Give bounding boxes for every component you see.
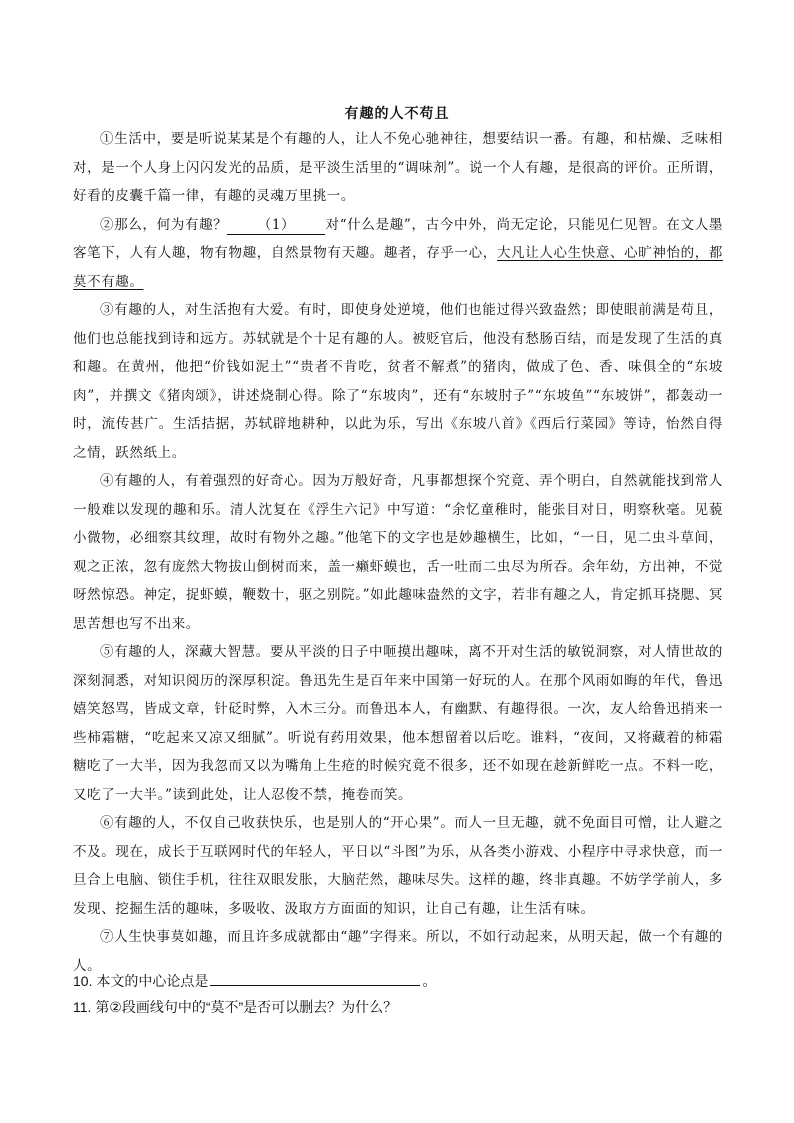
paragraph-2 [73, 211, 723, 297]
paragraph-5: ⑤有趣的人，深藏大智慧。要从平淡的日子中咂摸出趣味，离不开对生活的敏锐洞察，对人情世故的深刻洞悉，对知识阅历的深厚积淀。鲁迅先生是百年来中国第一好玩的人。在那个风雨如晦的年代，鲁迅嬉笑怒骂，皆成文章，针砭时弊，入木三分。而鲁迅本人，有幽默、有趣得很。一次，友人给鲁迅捎来一些柿霜糖，“吃起来又凉又细腻”。听说有药用效果，他本想留着以后吃。谁料，“夜间，又将藏着的柿霜糖吃了一大半，因为我忽而又以为嘴角上生疮的时候究竟不很多，还不如现在趁新鲜吃一点。不料一吃，又吃了一大半。”读到此处，让人忍俊不禁，掩卷而笑。 [73, 644, 723, 803]
paragraph-6: ⑥有趣的人，不仅自己收获快乐，也是别人的“开心果”。而人一旦无趣，就不免面目可憎，让人避之不及。现在，成长于互联网时代的年轻人，平日以“斗图”为乐，从各类小游戏、小程序中寻求快意，而一旦合上电脑、锁住手机，往往双眼发胀，大脑茫然，趣味尽失。这样的趣，终非真趣。不妨学学前人，多发现、挖掘生活的趣味，多吸收、汲取方方面面的知识，让自己有趣，让生活有味。 [73, 815, 723, 917]
article-title: 有趣的人不苟且 [344, 106, 450, 122]
paragraph-7: ⑦人生快事莫如趣，而且许多成就都由“趣”字得来。所以，不如行动起来，从明天起，做一个有趣的人。 [73, 929, 723, 974]
answer-blank-10[interactable] [210, 970, 420, 986]
questions-section [73, 968, 723, 1020]
paragraph-1: ①生活中，要是听说某某是个有趣的人，让人不免心驰神往，想要结识一番。有趣，和枯燥、乏味相对，是一个人身上闪闪发光的品质，是平淡生活里的“调味剂”。说一个人有趣，是很高的评价。正所谓，好看的皮囊千篇一律，有趣的灵魂万里挑一。 [73, 131, 723, 204]
article-body [73, 125, 723, 980]
question-10-text: 10. 本文的中心论点是 [73, 973, 209, 989]
paragraph-4: ④有趣的人，有着强烈的好奇心。因为万般好奇，凡事都想探个究竟、弄个明白，自然就能找到常人一般难以发现的趣和乐。清人沈复在《浮生六记》中写道：“余忆童稚时，能张目对日，明察秋毫。见藐小微物，必细察其纹理，故时有物外之趣。”他笔下的文字也是妙趣横生，比如，“一日，见二虫斗草间，观之正浓，忽有庞然大物拔山倒树而来，盖一癞虾蟆也，舌一吐而二虫尽为所吞。余年幼，方出神，不觉呀然惊恐。神定，捉虾蟆，鞭数十，驱之别院。”如此趣味盎然的文字，若非有趣之人，肯定抓耳挠腮、冥思苦想也写不出来。 [73, 473, 723, 632]
question-11: 11. 第②段画线句中的“莫不”是否可以删去？为什么？ [73, 999, 398, 1015]
blank-1: （1） [227, 217, 325, 235]
paragraph-2-lead: ②那么，何为有趣？ [100, 216, 228, 233]
paragraph-2-middle: 对“什么是趣”，古今中外，尚无定论，只能见仁见智。在文人墨客笔下，人有人趣，物有物趣，自然景物有天趣。趣者，存乎一心， [73, 216, 723, 261]
underlined-sentence: 大凡让人心生快意、心旷神怡的，都莫不有趣。 [73, 245, 724, 290]
paragraph-3: ③有趣的人，对生活抱有大爱。有时，即使身处逆境，他们也能过得兴致盎然；即使眼前满是苟且，他们也总能找到诗和远方。苏轼就是个十足有趣的人。被贬官后，他没有愁肠百结，而是发现了生活的真和趣。在黄州，他把“价钱如泥土”“贵者不肯吃，贫者不解煮”的猪肉，做成了色、香、味俱全的“东坡肉”，并撰文《猪肉颂》，讲述烧制心得。除了“东坡肉”，还有“东坡肘子”“东坡鱼”“东坡饼”，都轰动一时，流传甚广。生活拮据，苏轼辟地耕种，以此为乐，写出《东坡八首》《西后行菜园》等诗，怡然自得之情，跃然纸上。 [73, 302, 723, 461]
question-10-end: 。 [422, 973, 437, 989]
question-10 [73, 968, 723, 994]
